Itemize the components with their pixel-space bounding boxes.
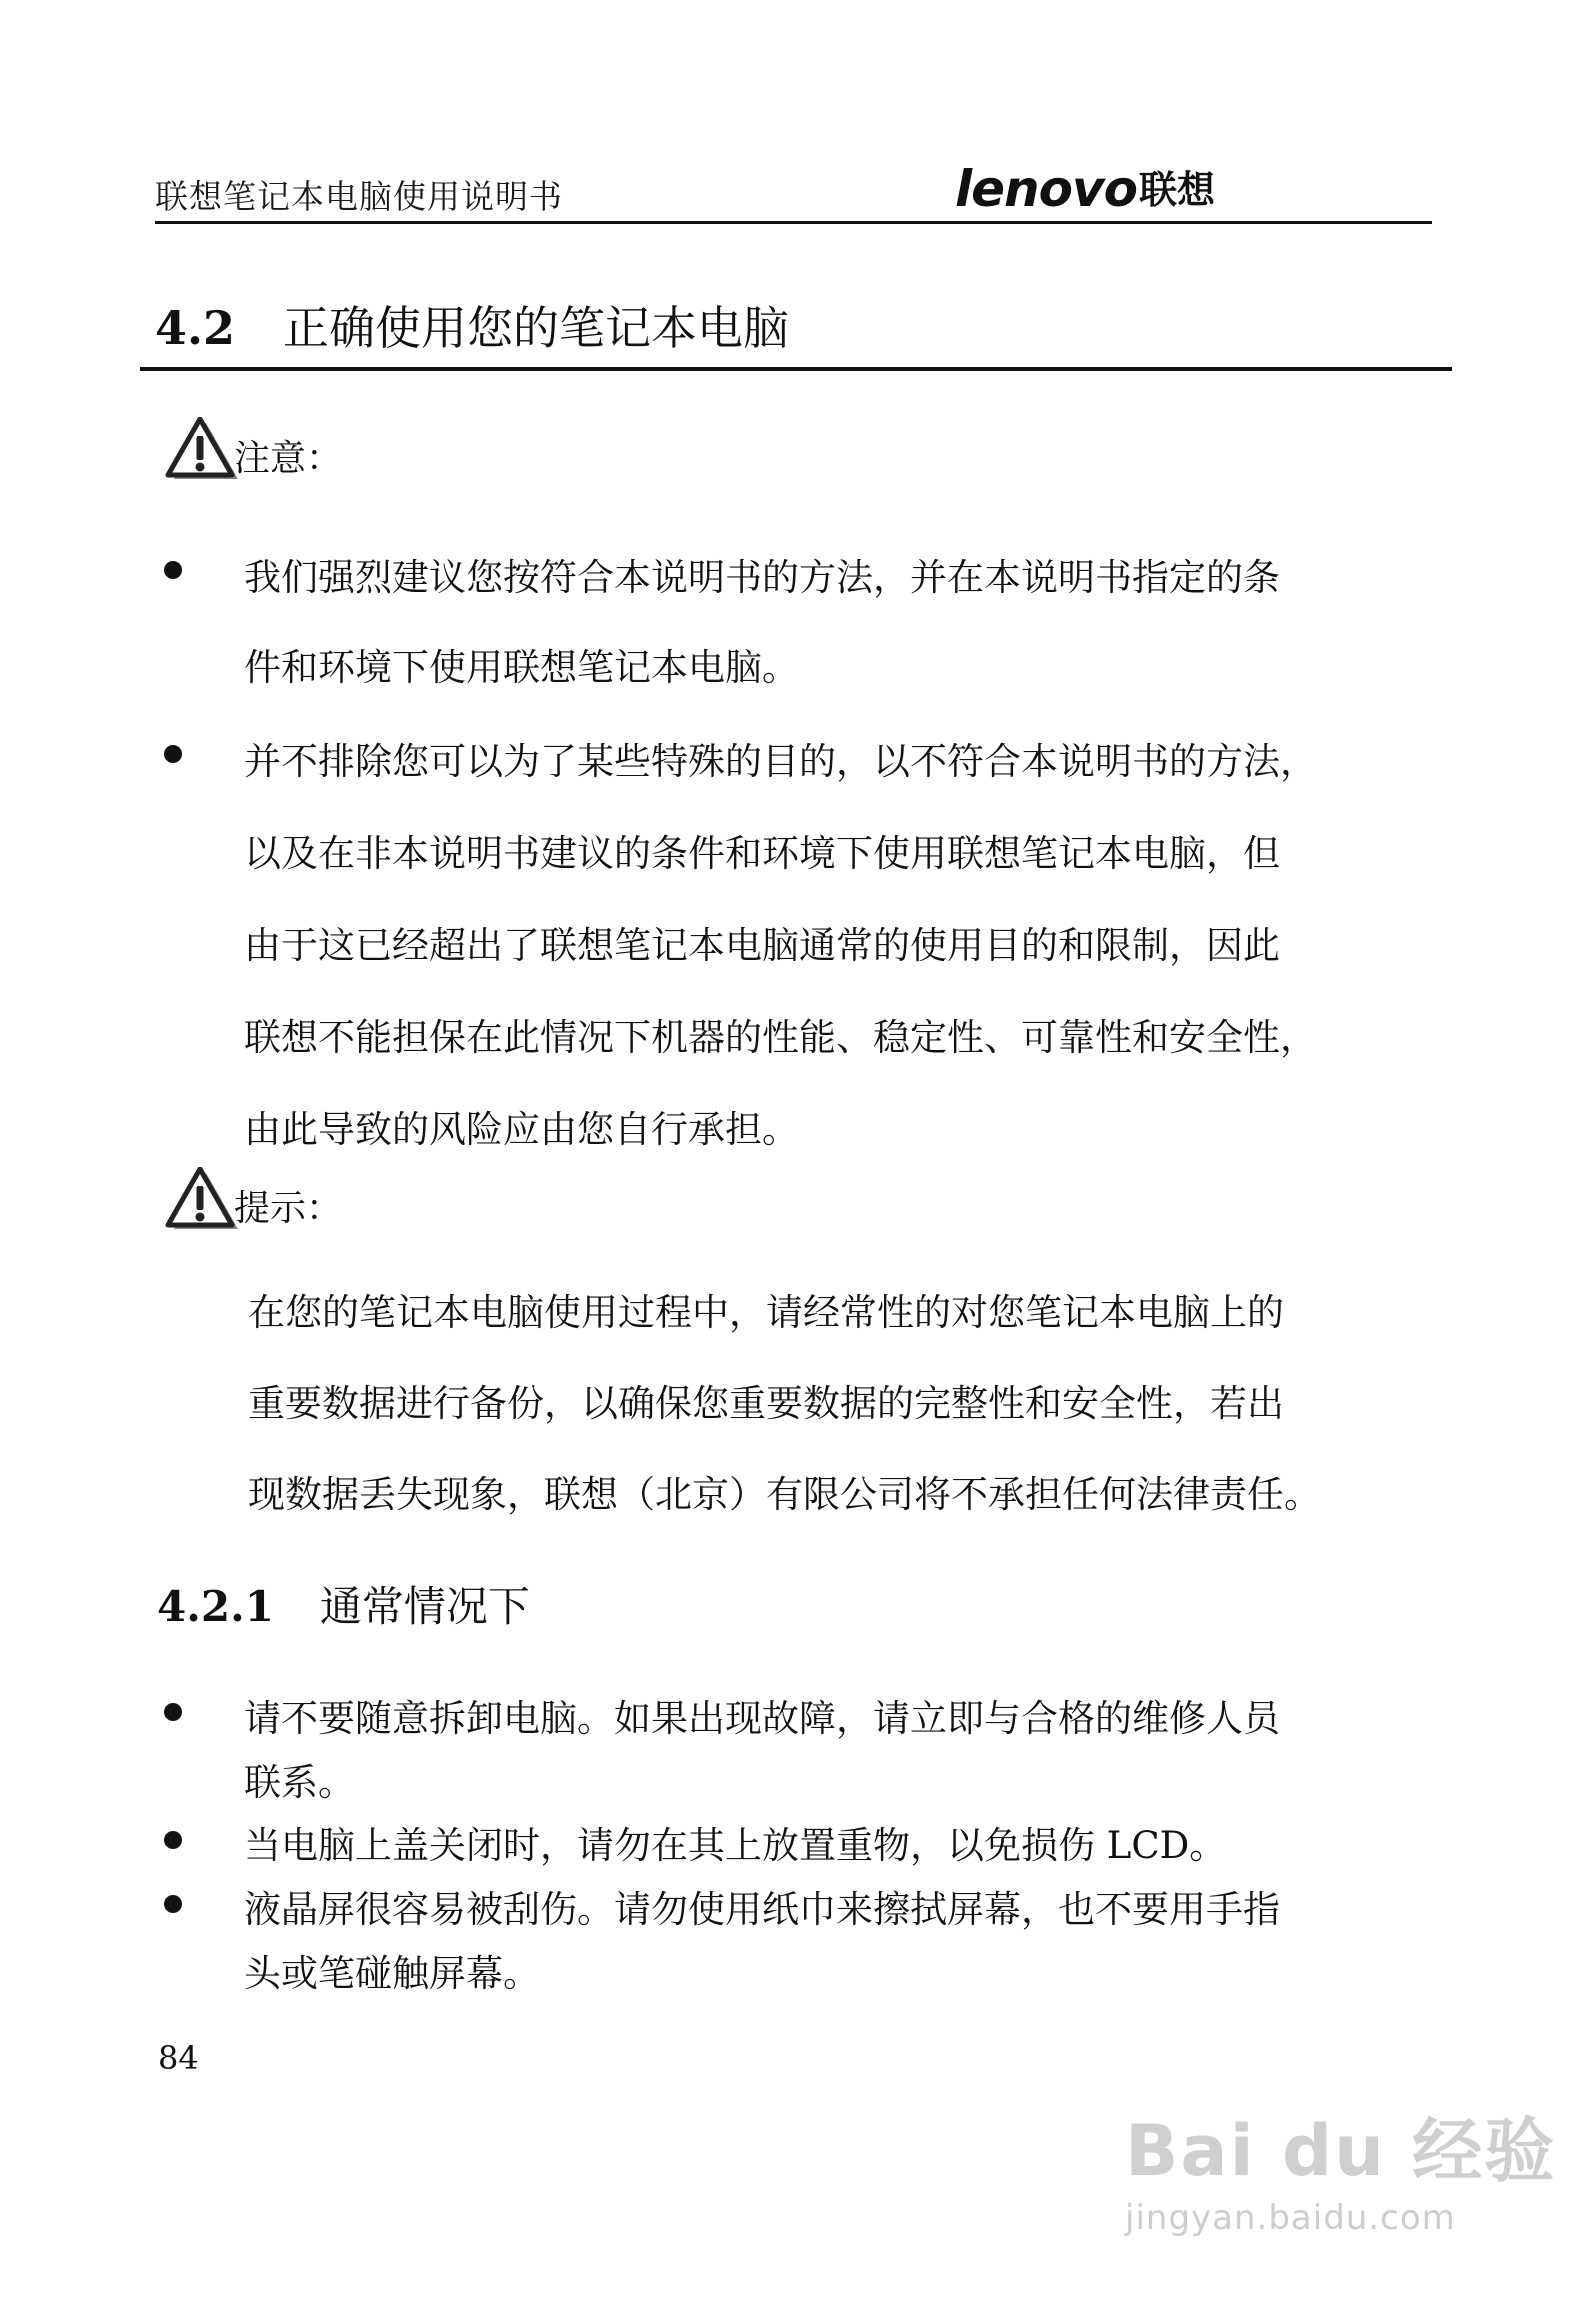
tip-line-2: 重要数据进行备份，以确保您重要数据的完整性和安全性，若出 (248, 1382, 1284, 1425)
bullet-dot (164, 561, 182, 579)
notice-bullet-2-line-1: 并不排除您可以为了某些特殊的目的，以不符合本说明书的方法， (244, 740, 1317, 783)
warning-icon (160, 1167, 240, 1233)
warning-icon (160, 417, 240, 483)
notice-label: 注意： (234, 438, 343, 479)
running-header-title: 联想笔记本电脑使用说明书 (155, 177, 563, 216)
section-number: 4.2 (155, 301, 236, 355)
subsection-heading (157, 1574, 530, 1634)
logo-text: lenovo (955, 160, 1137, 218)
notice-bullet-1-line-2: 件和环境下使用联想笔记本电脑。 (244, 646, 799, 689)
sub-bullet-3-line-1: 液晶屏很容易被刮伤。请勿使用纸巾来擦拭屏幕，也不要用手指 (244, 1888, 1280, 1931)
baidu-watermark (1125, 2095, 1556, 2238)
notice-bullet-2-line-4: 联想不能担保在此情况下机器的性能、稳定性、可靠性和安全性， (244, 1016, 1317, 1059)
subsection-title: 通常情况下 (319, 1582, 530, 1631)
tip-line-1: 在您的笔记本电脑使用过程中，请经常性的对您笔记本电脑上的 (248, 1291, 1284, 1334)
header-rule (155, 221, 1432, 224)
watermark-brand: Bai du 经验 (1125, 2110, 1557, 2192)
bullet-dot (164, 745, 182, 763)
bullet-dot (164, 1831, 182, 1849)
lenovo-logo (955, 160, 1215, 218)
bullet-dot (164, 1703, 182, 1721)
subsection-number: 4.2.1 (157, 1582, 274, 1631)
section-title: 正确使用您的笔记本电脑 (283, 301, 790, 355)
notice-heading (160, 417, 342, 483)
tip-label: 提示： (234, 1188, 343, 1229)
sub-bullet-2-line-1: 当电脑上盖关闭时，请勿在其上放置重物，以免损伤 LCD。 (244, 1824, 1227, 1867)
sub-bullet-3-line-2: 头或笔碰触屏幕。 (244, 1952, 540, 1995)
notice-bullet-2-line-5: 由此导致的风险应由您自行承担。 (244, 1108, 799, 1151)
logo-cn-text: 联想 (1138, 168, 1215, 212)
notice-bullet-2-line-3: 由于这已经超出了联想笔记本电脑通常的使用目的和限制，因此 (244, 924, 1280, 967)
sub-bullet-1-line-2: 联系。 (244, 1761, 355, 1804)
page-number: 84 (158, 2039, 199, 2077)
bullet-dot (164, 1895, 182, 1913)
notice-bullet-2-line-2: 以及在非本说明书建议的条件和环境下使用联想笔记本电脑，但 (244, 832, 1280, 875)
section-heading (155, 292, 789, 358)
section-rule (140, 367, 1452, 371)
sub-bullet-1-line-1: 请不要随意拆卸电脑。如果出现故障，请立即与合格的维修人员 (244, 1697, 1280, 1740)
notice-bullet-1-line-1: 我们强烈建议您按符合本说明书的方法，并在本说明书指定的条 (244, 556, 1280, 599)
tip-heading (160, 1167, 342, 1233)
tip-line-3: 现数据丢失现象，联想（北京）有限公司将不承担任何法律责任。 (248, 1473, 1321, 1516)
watermark-url: jingyan.baidu.com (1125, 2198, 1456, 2238)
